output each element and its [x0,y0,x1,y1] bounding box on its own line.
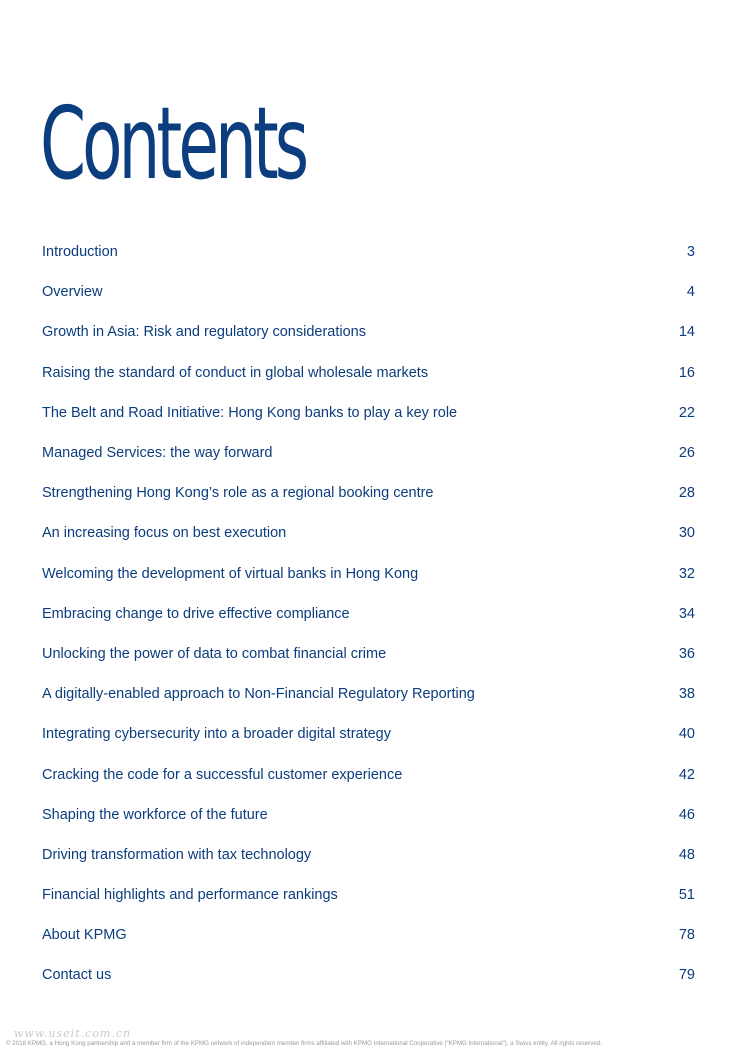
toc-item-standard-of-conduct[interactable] [42,353,695,393]
toc-item-page: 40 [678,726,695,743]
toc-item-effective-compliance[interactable] [42,594,695,634]
toc-item-booking-centre[interactable] [42,473,695,513]
toc-item-page: 30 [678,525,695,542]
toc-item-page: 26 [678,445,695,462]
toc-item-title[interactable]: About KPMG [42,927,127,944]
toc-item-page: 48 [678,846,695,863]
toc-item-title[interactable]: Financial highlights and performance rankings [42,887,338,904]
toc-item-page: 4 [686,284,695,301]
toc-item-best-execution[interactable] [42,513,695,553]
toc-item-cybersecurity[interactable] [42,714,695,754]
toc-item-page: 36 [678,645,695,662]
toc-item-contact-us[interactable] [42,955,695,995]
toc-item-about-kpmg[interactable] [42,915,695,955]
toc-item-title[interactable]: Managed Services: the way forward [42,445,273,462]
toc-item-title[interactable]: An increasing focus on best execution [42,525,287,542]
toc-item-page: 14 [678,324,695,341]
toc-item-title[interactable]: The Belt and Road Initiative: Hong Kong banks to play a key role [42,404,458,421]
watermark: www.useit.com.cn [14,1027,132,1040]
toc-item-financial-highlights[interactable] [42,875,695,915]
toc-item-title[interactable]: Growth in Asia: Risk and regulatory considerations [42,324,366,341]
toc-item-tax-technology[interactable] [42,835,695,875]
toc-item-page: 42 [678,766,695,783]
toc-item-title[interactable]: Welcoming the development of virtual banks in Hong Kong [42,565,419,582]
toc-item-title[interactable]: Embracing change to drive effective compliance [42,605,350,622]
toc-item-title[interactable]: Integrating cybersecurity into a broader digital strategy [42,726,391,743]
toc-item-page: 34 [678,605,695,622]
toc-item-customer-experience[interactable] [42,754,695,794]
toc-item-title[interactable]: Raising the standard of conduct in global wholesale markets [42,364,429,381]
toc-item-page: 38 [678,686,695,703]
toc-item-page: 79 [678,967,695,984]
toc-item-page: 16 [678,364,695,381]
toc-item-page: 28 [678,485,695,502]
toc-item-title[interactable]: Cracking the code for a successful customer experience [42,766,403,783]
toc-item-title[interactable]: Contact us [42,967,112,984]
toc-item-title[interactable]: Introduction [42,244,118,261]
toc-item-virtual-banks[interactable] [42,554,695,594]
toc-item-title[interactable]: Shaping the workforce of the future [42,806,268,823]
toc-item-title[interactable]: A digitally-enabled approach to Non-Financial Regulatory Reporting [42,686,475,703]
toc-item-page: 46 [678,806,695,823]
toc-item-belt-and-road[interactable] [42,393,695,433]
toc-item-title[interactable]: Driving transformation with tax technology [42,846,312,863]
toc-item-page: 78 [678,927,695,944]
toc-item-overview[interactable] [42,272,695,312]
toc-item-page: 32 [678,565,695,582]
toc-item-financial-crime[interactable] [42,634,695,674]
toc-item-growth-in-asia[interactable] [42,312,695,352]
toc-item-page: 51 [678,887,695,904]
toc-item-page: 3 [686,244,695,261]
copyright-footer: © 2018 KPMG, a Hong Kong partnership and a member firm of the KPMG network of independent member firms affiliated with KPMG International Cooperative (“KPMG International”), a Swiss entity. All rights reserved. [6,1040,602,1047]
toc-item-title[interactable]: Unlocking the power of data to combat financial crime [42,645,387,662]
table-of-contents [42,232,695,996]
toc-item-workforce[interactable] [42,795,695,835]
toc-item-title[interactable]: Overview [42,284,103,301]
toc-item-title[interactable]: Strengthening Hong Kong’s role as a regional booking centre [42,485,434,502]
toc-item-managed-services[interactable] [42,433,695,473]
toc-item-regulatory-reporting[interactable] [42,674,695,714]
toc-item-page: 22 [678,404,695,421]
toc-item-introduction[interactable] [42,232,695,272]
page-title: Contents [40,85,306,202]
